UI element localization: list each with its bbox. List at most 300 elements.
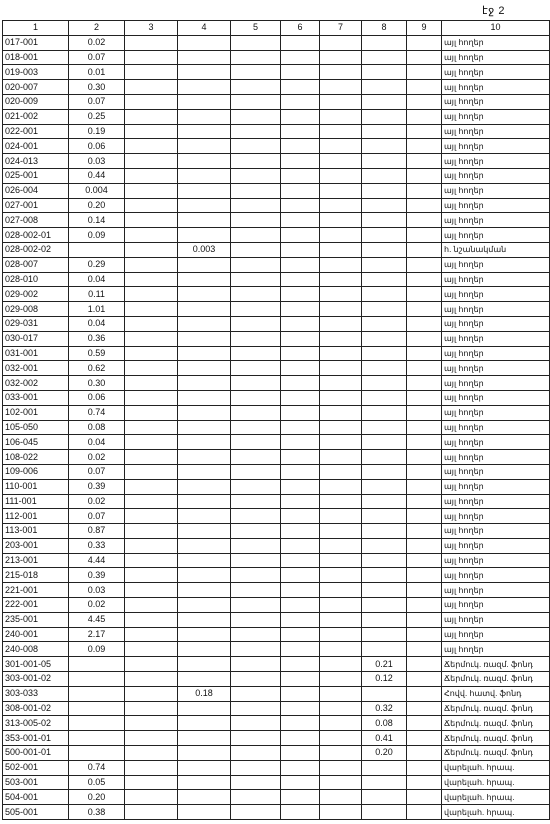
area-cell: 4.44 [69,553,125,568]
area-cell [362,257,407,272]
area-cell [320,139,362,154]
area-cell [281,390,320,405]
area-cell [320,65,362,80]
parcel-code-cell: 505-001 [3,805,69,820]
area-cell [231,65,281,80]
area-cell [281,168,320,183]
area-cell [125,568,178,583]
area-cell [320,494,362,509]
land-type-cell: այլ հողեր [442,35,550,50]
area-cell [125,686,178,701]
land-type-cell: այլ հողեր [442,94,550,109]
area-cell [362,435,407,450]
area-cell [231,538,281,553]
parcel-code-cell: 215-018 [3,568,69,583]
land-type-cell: վարելահ. հրապ. [442,805,550,820]
area-cell [281,583,320,598]
land-type-cell: այլ հողեր [442,65,550,80]
area-cell [178,524,231,539]
parcel-code-cell: 235-001 [3,612,69,627]
area-cell [178,642,231,657]
area-cell [281,316,320,331]
area-cell [125,553,178,568]
area-cell: 0.04 [69,435,125,450]
table-row [3,331,550,346]
land-type-cell: այլ հողեր [442,168,550,183]
area-cell [125,731,178,746]
area-cell [320,612,362,627]
table-row [3,790,550,805]
area-cell [281,568,320,583]
land-type-cell: այլ հողեր [442,316,550,331]
parcel-code-cell: 113-001 [3,524,69,539]
area-cell [320,302,362,317]
area-cell [320,657,362,672]
parcel-code-cell: 028-010 [3,272,69,287]
area-cell [125,746,178,761]
area-cell [281,376,320,391]
column-header: 9 [407,21,442,36]
area-cell [231,524,281,539]
area-cell [320,805,362,820]
area-cell [320,775,362,790]
area-cell [231,716,281,731]
area-cell [178,612,231,627]
area-cell [125,242,178,257]
area-cell: 0.01 [69,65,125,80]
area-cell [231,257,281,272]
area-cell [231,183,281,198]
area-cell [281,35,320,50]
area-cell: 0.39 [69,479,125,494]
area-cell [362,272,407,287]
area-cell [231,390,281,405]
area-cell [362,316,407,331]
area-cell: 0.32 [362,701,407,716]
area-cell [320,583,362,598]
area-cell [125,775,178,790]
area-cell [231,553,281,568]
land-type-cell: Ճերմուկ. ռազմ. ֆոնդ [442,731,550,746]
area-cell [362,213,407,228]
land-type-cell: Ճերմուկ. ռազմ. ֆոնդ [442,716,550,731]
area-cell [231,331,281,346]
area-cell [320,672,362,687]
area-cell: 0.02 [69,450,125,465]
area-cell [362,154,407,169]
area-cell [320,154,362,169]
parcel-code-cell: 303-001-02 [3,672,69,687]
area-cell [125,376,178,391]
area-cell: 0.12 [362,672,407,687]
area-cell [231,405,281,420]
area-cell [231,731,281,746]
area-cell [362,198,407,213]
area-cell [407,420,442,435]
area-cell [231,420,281,435]
area-cell [178,183,231,198]
table-row [3,168,550,183]
area-cell [407,139,442,154]
table-row [3,672,550,687]
area-cell [281,302,320,317]
area-cell [281,80,320,95]
area-cell [407,346,442,361]
area-cell [281,198,320,213]
area-cell [281,124,320,139]
area-cell [231,701,281,716]
area-cell [407,642,442,657]
area-cell [362,302,407,317]
land-type-cell: հ. նշանակման [442,242,550,257]
area-cell [231,479,281,494]
area-cell [125,302,178,317]
area-cell [125,65,178,80]
table-row [3,361,550,376]
area-cell [407,376,442,391]
table-row [3,509,550,524]
area-cell [125,790,178,805]
land-type-cell: այլ հողեր [442,524,550,539]
area-cell [407,450,442,465]
parcel-code-cell: 221-001 [3,583,69,598]
area-cell [362,583,407,598]
area-cell [407,568,442,583]
area-cell [125,94,178,109]
area-cell [178,65,231,80]
area-cell [281,94,320,109]
area-cell [281,50,320,65]
area-cell [362,35,407,50]
area-cell [407,731,442,746]
area-cell [362,80,407,95]
parcel-code-cell: 108-022 [3,450,69,465]
land-type-cell: այլ հողեր [442,390,550,405]
area-cell [320,80,362,95]
area-cell [362,331,407,346]
area-cell [362,494,407,509]
area-cell [281,805,320,820]
area-cell [178,331,231,346]
table-row [3,583,550,598]
area-cell [125,805,178,820]
table-row [3,627,550,642]
table-row [3,686,550,701]
area-cell [320,361,362,376]
area-cell [281,509,320,524]
parcel-code-cell: 503-001 [3,775,69,790]
area-cell [407,228,442,243]
area-cell [231,760,281,775]
land-type-cell: այլ հողեր [442,405,550,420]
area-cell [407,775,442,790]
table-row [3,257,550,272]
area-cell [362,509,407,524]
land-type-cell: այլ հողեր [442,124,550,139]
table-row [3,464,550,479]
area-cell [281,228,320,243]
area-cell [407,524,442,539]
column-header: 10 [442,21,550,36]
area-cell [178,361,231,376]
area-cell: 2.17 [69,627,125,642]
parcel-code-cell: 240-001 [3,627,69,642]
area-cell: 0.25 [69,109,125,124]
area-cell [320,627,362,642]
area-cell [320,124,362,139]
area-cell [231,272,281,287]
land-type-cell: վարելահ. հրապ. [442,790,550,805]
area-cell [281,790,320,805]
area-cell [231,568,281,583]
area-cell [320,331,362,346]
area-cell: 0.38 [69,805,125,820]
land-type-cell: այլ հողեր [442,361,550,376]
area-cell [231,198,281,213]
area-cell: 0.33 [69,538,125,553]
area-cell [281,242,320,257]
area-cell [362,420,407,435]
land-type-cell: այլ հողեր [442,420,550,435]
area-cell: 0.09 [69,642,125,657]
column-header: 7 [320,21,362,36]
area-cell [320,183,362,198]
area-cell [281,731,320,746]
area-cell [231,302,281,317]
area-cell [178,746,231,761]
area-cell [231,94,281,109]
area-cell [320,538,362,553]
parcel-code-cell: 213-001 [3,553,69,568]
area-cell [125,213,178,228]
land-type-cell: Ճերմուկ. ռազմ. ֆոնդ [442,746,550,761]
parcel-code-cell: 029-008 [3,302,69,317]
area-cell [231,80,281,95]
area-cell [178,35,231,50]
table-row [3,376,550,391]
area-cell [362,805,407,820]
area-cell [407,124,442,139]
area-cell: 0.02 [69,598,125,613]
area-cell [178,775,231,790]
area-cell [320,257,362,272]
land-type-cell: այլ հողեր [442,642,550,657]
parcel-code-cell: 032-002 [3,376,69,391]
land-type-cell: այլ հողեր [442,139,550,154]
area-cell [178,168,231,183]
parcel-code-cell: 029-031 [3,316,69,331]
area-cell [320,213,362,228]
land-type-cell: վարելահ. հրապ. [442,760,550,775]
table-row [3,450,550,465]
area-cell [125,331,178,346]
area-cell [407,538,442,553]
area-cell [125,287,178,302]
land-type-cell: այլ հողեր [442,287,550,302]
area-cell [125,80,178,95]
parcel-code-cell: 021-002 [3,109,69,124]
area-cell [320,94,362,109]
area-cell [281,524,320,539]
table-row [3,775,550,790]
area-cell: 0.44 [69,168,125,183]
area-cell [178,701,231,716]
area-cell [320,228,362,243]
land-type-cell: Ճերմուկ. ռազմ. ֆոնդ [442,701,550,716]
area-cell [320,272,362,287]
area-cell: 0.20 [362,746,407,761]
area-cell: 0.87 [69,524,125,539]
area-cell [231,228,281,243]
area-cell [407,509,442,524]
area-cell [125,672,178,687]
area-cell [178,302,231,317]
parcel-code-cell: 102-001 [3,405,69,420]
area-cell [362,568,407,583]
area-cell [178,390,231,405]
area-cell [320,168,362,183]
area-cell [281,627,320,642]
table-row [3,642,550,657]
area-cell [281,213,320,228]
area-cell: 0.20 [69,198,125,213]
area-cell: 0.07 [69,509,125,524]
area-cell [281,331,320,346]
area-cell [407,213,442,228]
column-header: 2 [69,21,125,36]
area-cell: 0.14 [69,213,125,228]
parcel-code-cell: 024-013 [3,154,69,169]
area-cell [407,331,442,346]
table-row [3,701,550,716]
area-cell [178,405,231,420]
area-cell [231,139,281,154]
area-cell: 4.45 [69,612,125,627]
area-cell: 0.62 [69,361,125,376]
area-cell [178,494,231,509]
area-cell [178,568,231,583]
area-cell [178,420,231,435]
area-cell: 0.09 [69,228,125,243]
area-cell: 0.07 [69,94,125,109]
land-type-cell: այլ հողեր [442,154,550,169]
table-row [3,80,550,95]
area-cell [281,598,320,613]
land-type-cell: այլ հողեր [442,198,550,213]
area-cell [407,598,442,613]
area-cell [125,494,178,509]
area-cell [178,94,231,109]
area-cell [178,731,231,746]
area-cell [362,109,407,124]
area-cell [362,346,407,361]
area-cell [407,198,442,213]
parcel-code-cell: 028-002-02 [3,242,69,257]
area-cell: 0.36 [69,331,125,346]
column-header: 5 [231,21,281,36]
table-row [3,272,550,287]
area-cell [320,790,362,805]
parcel-code-cell: 222-001 [3,598,69,613]
area-cell [281,361,320,376]
area-cell [125,257,178,272]
area-cell [231,154,281,169]
page-number: էջ 2 [482,5,505,17]
area-cell [320,464,362,479]
table-row [3,139,550,154]
area-cell [69,716,125,731]
area-cell [362,50,407,65]
area-cell [320,435,362,450]
land-type-cell: այլ հողեր [442,50,550,65]
area-cell [320,479,362,494]
area-cell: 0.03 [69,154,125,169]
parcel-code-cell: 017-001 [3,35,69,50]
area-cell [362,464,407,479]
area-cell [281,494,320,509]
area-cell [69,657,125,672]
area-cell [125,228,178,243]
area-cell [178,627,231,642]
area-cell [281,746,320,761]
area-cell: 0.06 [69,139,125,154]
table-row [3,242,550,257]
area-cell [362,553,407,568]
area-cell [320,35,362,50]
area-cell [407,435,442,450]
table-row [3,94,550,109]
area-cell [231,509,281,524]
area-cell [407,168,442,183]
area-cell [125,583,178,598]
area-cell [231,35,281,50]
table-row [3,35,550,50]
area-cell [407,80,442,95]
parcel-code-cell: 033-001 [3,390,69,405]
area-cell [125,716,178,731]
area-cell [281,538,320,553]
area-cell [281,257,320,272]
area-cell [125,183,178,198]
table-row [3,494,550,509]
area-cell [178,450,231,465]
area-cell [362,642,407,657]
table-row [3,316,550,331]
table-row [3,198,550,213]
land-type-cell: Ճերմուկ. ռազմ. ֆոնդ [442,657,550,672]
area-cell [69,701,125,716]
area-cell [281,272,320,287]
area-cell [178,257,231,272]
area-cell [125,435,178,450]
area-cell [231,598,281,613]
area-cell: 0.04 [69,316,125,331]
area-cell [178,790,231,805]
area-cell [178,287,231,302]
area-cell [178,198,231,213]
area-cell [407,553,442,568]
land-type-cell: այլ հողեր [442,583,550,598]
area-cell [231,805,281,820]
area-cell [231,464,281,479]
area-cell [362,612,407,627]
land-type-cell: վարելահ. հրապ. [442,775,550,790]
area-cell [407,583,442,598]
area-cell [320,760,362,775]
area-cell [178,154,231,169]
area-cell: 0.02 [69,494,125,509]
area-cell [407,686,442,701]
